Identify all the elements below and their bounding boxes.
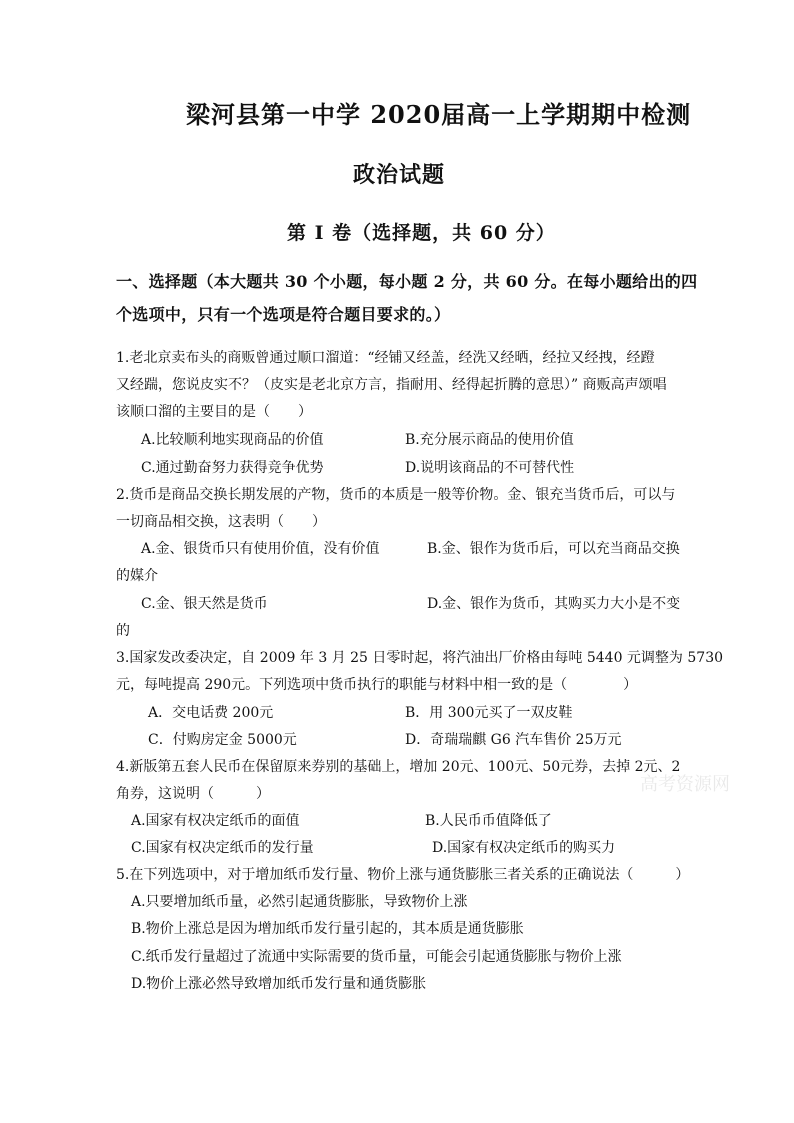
question-4-option-c: C.国家有权决定纸币的发行量	[131, 840, 314, 856]
question-4-stem-line-2: 角券，这说明（ ）	[116, 786, 270, 802]
question-4-option-d: D.国家有权决定纸币的购买力	[432, 840, 616, 856]
question-1-option-c: C.通过勤奋努力获得竞争优势	[141, 460, 324, 476]
question-1-stem-line-2: 又经踹，您说皮实不？（皮实是老北京方言，指耐用、经得起折腾的意思）” 商贩高声颂唱	[116, 377, 667, 393]
question-2-option-d-continued: 的	[116, 623, 130, 639]
question-2-option-d: D.金、银作为货币，其购买力大小是不变	[427, 596, 681, 612]
question-2-stem-line-1: 2.货币是商品交换长期发展的产物，货币的本质是一般等价物。金、银充当货币后，可以与	[116, 487, 676, 503]
question-5-option-a: A.只要增加纸币量，必然引起通货膨胀，导致物价上涨	[131, 894, 468, 910]
question-3-option-a: A．交电话费 200元	[148, 705, 274, 721]
section-title: 第 I 卷（选择题，共 60 分）	[287, 222, 556, 244]
question-2-option-b: B.金、银作为货币后，可以充当商品交换	[427, 541, 680, 557]
subject-title: 政治试题	[353, 162, 446, 188]
question-3-option-c: C．付购房定金 5000元	[148, 732, 297, 748]
question-2-option-a: A.金、银货币只有使用价值，没有价值	[141, 541, 380, 557]
question-5-option-b: B.物价上涨总是因为增加纸币发行量引起的，其本质是通货膨胀	[131, 921, 524, 937]
question-1-option-b: B.充分展示商品的使用价值	[405, 432, 574, 448]
question-5-option-c: C.纸币发行量超过了流通中实际需要的货币量，可能会引起通货膨胀与物价上涨	[131, 949, 622, 965]
question-5-option-d: D.物价上涨必然导致增加纸币发行量和通货膨胀	[131, 976, 427, 992]
watermark: 高考资源网	[640, 774, 730, 795]
question-1-option-d: D.说明该商品的不可替代性	[405, 460, 575, 476]
question-3-stem-line-1: 3.国家发改委决定，自 2009 年 3 月 25 日零时起，将汽油出厂价格由每吨 5440 元调整为 5730	[116, 650, 724, 666]
question-2-stem-line-2: 一切商品相交换，这表明（ ）	[116, 514, 326, 530]
instructions-line-1: 一、选择题（本大题共 30 个小题，每小题 2 分，共 60 分。在每小题给出的四	[116, 272, 698, 291]
question-1-option-a: A.比较顺利地实现商品的价值	[141, 432, 324, 448]
question-5-stem-line-1: 5.在下列选项中，对于增加纸币发行量、物价上涨与通货膨胀三者关系的正确说法（ ）	[116, 867, 690, 883]
exam-title: 梁河县第一中学 2020届高一上学期期中检测	[186, 100, 692, 129]
question-1-stem-line-3: 该顺口溜的主要目的是（ ）	[116, 404, 312, 420]
question-3-option-b: B．用 300元买了一双皮鞋	[405, 705, 573, 721]
question-4-option-a: A.国家有权决定纸币的面值	[131, 813, 300, 829]
question-2-option-b-continued: 的媒介	[116, 568, 158, 584]
question-4-option-b: B.人民币币值降低了	[425, 813, 552, 829]
question-3-stem-line-2: 元，每吨提高 290元。下列选项中货币执行的职能与材料中相一致的是（ ）	[116, 677, 638, 693]
question-4-stem-line-1: 4.新版第五套人民币在保留原来券别的基础上，增加 20元、100元、50元券，去掉 2元、2	[116, 759, 681, 775]
instructions-line-2: 个选项中，只有一个选项是符合题目要求的。）	[116, 305, 451, 324]
question-3-option-d: D．奇瑞瑞麒 G6 汽车售价 25万元	[405, 732, 622, 748]
question-1-stem-line-1: 1.老北京卖布头的商贩曾通过顺口溜道：“经铺又经盖，经洗又经晒，经拉又经拽，经蹬	[116, 350, 655, 366]
question-2-option-c: C.金、银天然是货币	[141, 596, 268, 612]
